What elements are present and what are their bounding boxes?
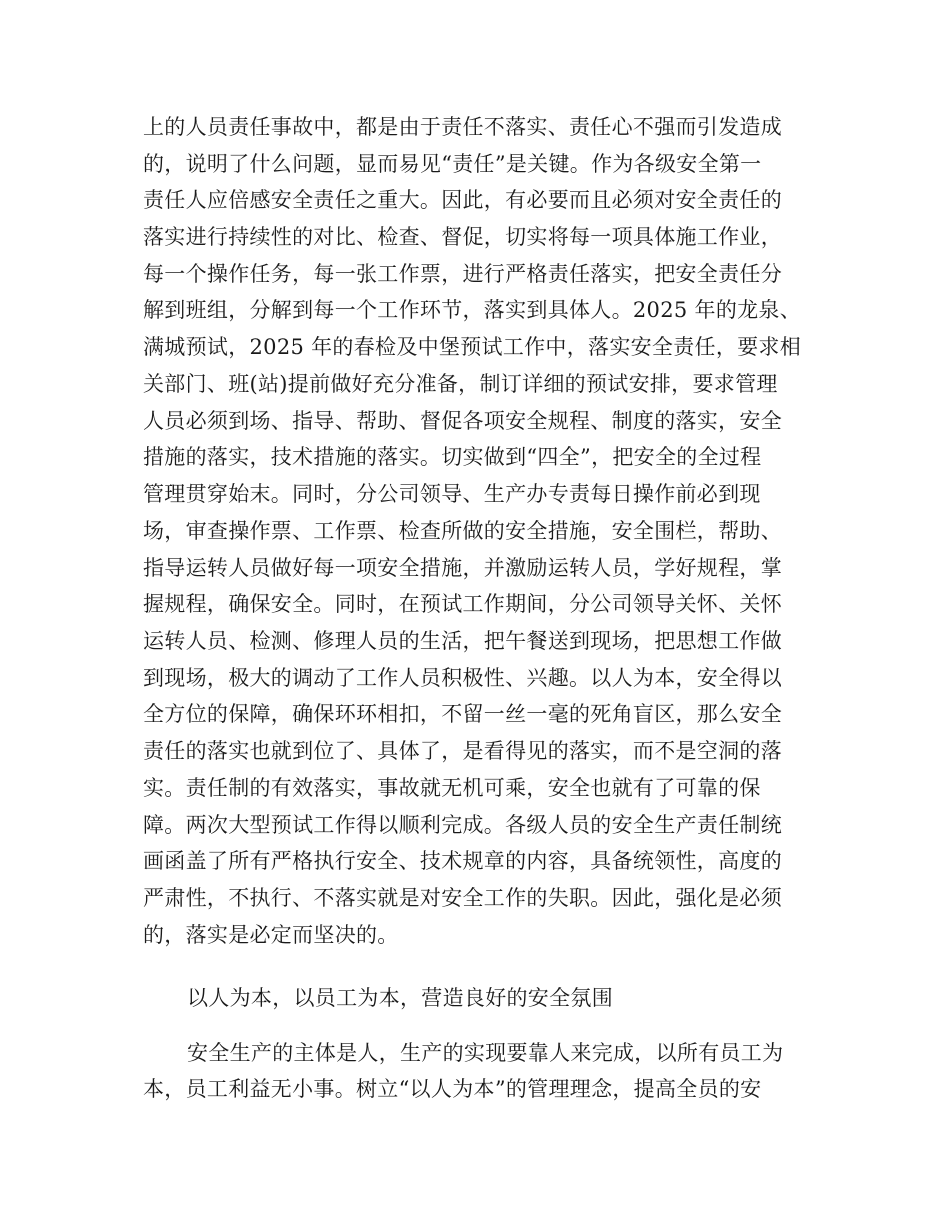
- text-line: 本，员工利益无小事。树立“以人为本”的管理理念，提高全员的安: [143, 1077, 762, 1101]
- text-line: 场，审查操作票、工作票、检查所做的安全措施，安全围栏，帮助、: [143, 519, 782, 543]
- text-line: 人员必须到场、指导、帮助、督促各项安全规程、制度的落实，安全: [143, 409, 782, 433]
- text-line: 解到班组，分解到每一个工作环节，落实到具体人。2025 年的龙泉、: [143, 298, 802, 322]
- text-line: 指导运转人员做好每一项安全措施，并激励运转人员，学好规程，掌: [143, 556, 782, 580]
- text-line: 的，落实是必定而坚决的。: [143, 923, 399, 947]
- text-line: 握规程，确保安全。同时，在预试工作期间，分公司领导关怀、关怀: [143, 592, 782, 616]
- text-line: 措施的落实，技术措施的落实。切实做到“四全”，把安全的全过程: [143, 445, 762, 469]
- text-line: 安全生产的主体是人，生产的实现要靠人来完成，以所有员工为: [187, 1041, 784, 1065]
- text-line: 到现场，极大的调动了工作人员积极性、兴趣。以人为本，安全得以: [143, 666, 782, 690]
- text-line: 管理贯穿始末。同时，分公司领导、生产办专责每日操作前必到现: [143, 482, 761, 506]
- text-line: 运转人员、检测、修理人员的生活，把午餐送到现场，把思想工作做: [143, 629, 782, 653]
- text-line: 每一个操作任务，每一张工作票，进行严格责任落实，把安全责任分: [143, 262, 782, 286]
- text-line: 障。两次大型预试工作得以顺利完成。各级人员的安全生产责任制统: [143, 813, 782, 837]
- text-line: 严肃性，不执行、不落实就是对安全工作的失职。因此，强化是必须: [143, 886, 782, 910]
- text-line: 责任的落实也就到位了、具体了，是看得见的落实，而不是空洞的落: [143, 739, 782, 763]
- text-line: 责任人应倍感安全责任之重大。因此，有必要而且必须对安全责任的: [143, 188, 782, 212]
- text-line: 全方位的保障，确保环环相扣，不留一丝一毫的死角盲区，那么安全: [143, 702, 782, 726]
- text-line: 上的人员责任事故中，都是由于责任不落实、责任心不强而引发造成: [143, 115, 782, 139]
- text-line: 满城预试，2025 年的春检及中堡预试工作中，落实安全责任，要求相: [143, 335, 802, 359]
- text-line: 实。责任制的有效落实，事故就无机可乘，安全也就有了可靠的保: [143, 776, 761, 800]
- text-line: 落实进行持续性的对比、检查、督促，切实将每一项具体施工作业，: [143, 225, 782, 249]
- text-line: 关部门、班(站)提前做好充分准备，制订详细的预试安排，要求管理: [143, 372, 778, 396]
- section-heading: 以人为本，以员工为本，营造良好的安全氛围: [187, 986, 613, 1010]
- text-line: 画函盖了所有严格执行安全、技术规章的内容，具备统领性，高度的: [143, 849, 782, 873]
- text-line: 的，说明了什么问题，显而易见“责任”是关键。作为各级安全第一: [143, 152, 762, 176]
